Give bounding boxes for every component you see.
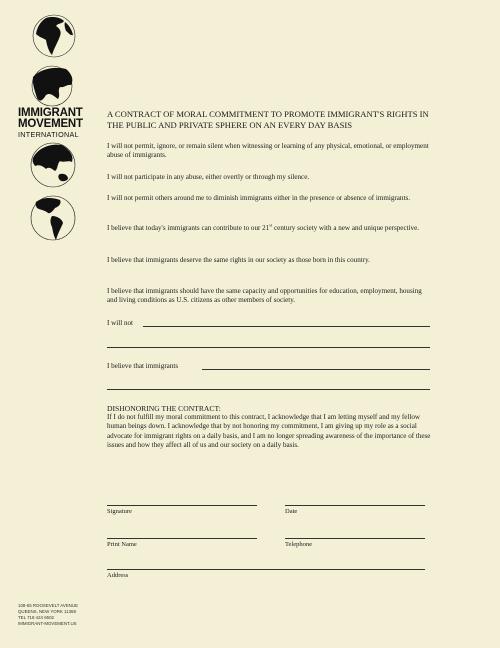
- footer-address-line-4: IMMIGRANT-MOVEMENT.US: [18, 621, 77, 626]
- address-label: Address: [107, 572, 129, 579]
- believe-label: I believe that immigrants: [107, 362, 179, 370]
- statement-4: [107, 224, 432, 233]
- statement-4-sup: st: [269, 222, 273, 228]
- date-label: Date: [285, 508, 298, 515]
- footer-address-line-1: 108-55 ROOSEVELT AVENUE: [18, 603, 79, 608]
- logo-line-3: INTERNATIONAL: [18, 130, 79, 139]
- organization-logo: [18, 108, 90, 139]
- will-not-line-2[interactable]: [107, 347, 430, 348]
- will-not-line-1[interactable]: [143, 326, 430, 327]
- contract-title: A CONTRACT OF MORAL COMMITMENT TO PROMOTE IMMIGRANT'S RIGHTS IN THE PUBLIC AND PRIVATE SPHERE ON AN EVERY DAY BASIS: [107, 109, 429, 130]
- date-line[interactable]: [285, 505, 425, 506]
- footer-address: [18, 603, 128, 627]
- dishonoring-text: If I do not fulfill my moral commitment to this contract, I acknowledge that I am letting myself and my fellow human beings down. I acknowledge that by not honoring my commitment, I am giving up my role as a social advocate for immigrant rights on a daily basis, and I am no longer spreading awareness of the importance of these issues and how they affect all of us and our society on a daily basis.: [107, 413, 431, 450]
- telephone-label: Telephone: [285, 541, 312, 548]
- footer-address-line-2: QUEENS, NEW YORK 11368: [18, 609, 76, 614]
- statement-6: I believe that immigrants should have the same capacity and opportunities for education, employment, housing and living conditions as U.S. citizens as other members of society.: [107, 287, 422, 305]
- logo-line-1: IMMIGRANT: [18, 107, 83, 119]
- statement-3: I will not permit others around me to diminish immigrants either in the presence or absence of immigrants.: [107, 194, 410, 202]
- footer-address-line-3: TEL 718 424 6502: [18, 615, 54, 620]
- will-not-label: I will not: [107, 319, 134, 327]
- signature-line[interactable]: [107, 505, 257, 506]
- statement-5: I believe that immigrants deserve the same rights in our society as those born in this country.: [107, 256, 370, 264]
- statement-1: I will not permit, ignore, or remain silent when witnessing or learning of any physical, emotional, or employment abuse of immigrants.: [107, 142, 429, 160]
- statement-2: I will not participate in any abuse, either overtly or through my silence.: [107, 173, 310, 181]
- address-line[interactable]: [107, 569, 425, 570]
- signature-label: Signature: [107, 508, 132, 515]
- believe-line-2[interactable]: [107, 389, 430, 390]
- statement-4-head: I believe that today's immigrants can contribute to our 21: [107, 224, 270, 232]
- contract-title-block: [107, 109, 437, 130]
- globe-europe-asia-icon: [28, 65, 76, 107]
- print-name-line[interactable]: [107, 538, 257, 539]
- dishonoring-heading: DISHONORING THE CONTRACT:: [107, 404, 221, 413]
- believe-line-1[interactable]: [202, 369, 430, 370]
- logo-line-2: MOVEMENT: [18, 118, 83, 130]
- globe-americas-icon: [30, 192, 76, 244]
- globe-asia-icon: [30, 142, 76, 188]
- statement-4-tail: century society with a new and unique perspective.: [272, 224, 420, 232]
- globe-africa-europe-icon: [32, 14, 76, 58]
- telephone-line[interactable]: [285, 538, 425, 539]
- print-name-label: Print Name: [107, 541, 137, 548]
